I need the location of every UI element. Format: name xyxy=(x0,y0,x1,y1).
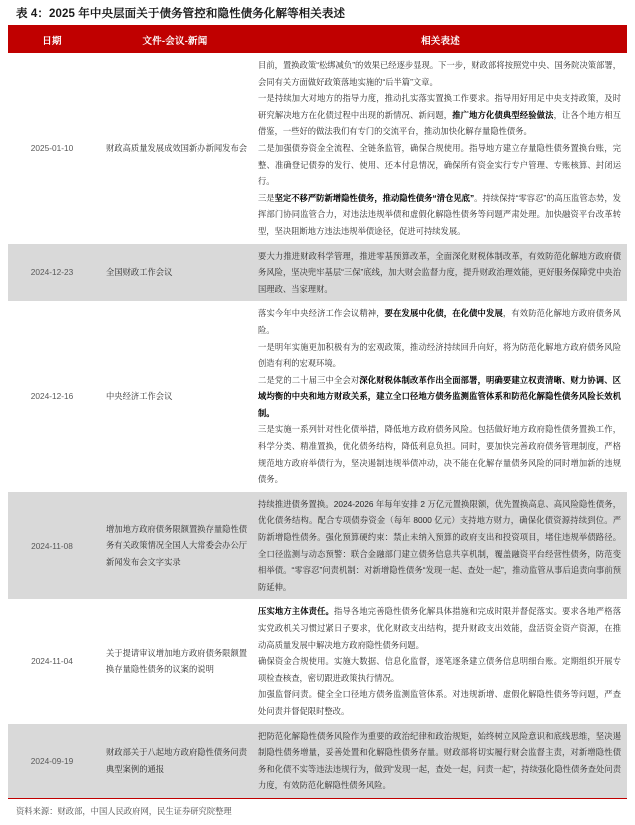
description-paragraph xyxy=(258,305,621,338)
emphasis-text: 要在发展中化债，在化债中发展 xyxy=(384,308,503,319)
table-row xyxy=(8,244,627,302)
source-note: 资料来源：财政部，中国人民政府网，民生证券研究院整理 xyxy=(16,806,232,817)
cell-description xyxy=(254,599,627,723)
table-row xyxy=(8,599,627,723)
body-text: ，有效防范化解地方政府债务风险。 xyxy=(258,308,621,335)
cell-description xyxy=(254,53,627,244)
cell-description xyxy=(254,301,627,492)
cell-date: 2025-01-10 xyxy=(8,53,96,244)
cell-date: 2024-12-16 xyxy=(8,301,96,492)
body-text: 三是实施一系列针对性化债举措，降低地方政府债务风险。包括做好地方政府隐性债务置换工作，科学分类、精准置换，优化债务结构，降低利息负担。同时，要加快完善政府债务管理制度，严格规范地方政府举债行为，坚决遏制违规举债冲动，决不能在化解存量债务风险的同时增加新的违规债务。 xyxy=(258,424,621,485)
body-text: 加强监督问责。健全全口径地方债务监测监管体系。对违规新增、虚假化解隐性债务等问题，严查处问责并督促限时整改。 xyxy=(258,689,621,716)
table-row xyxy=(8,53,627,244)
body-text: 持续推进债务置换。2024-2026 年每年安排 2 万亿元置换限额，优先置换高息、高风险隐性债务，优化债务结构。配合专项债券资金（每年 8000 亿元）支持地方财力，确保化债资源持续到位。严防新增隐性债务。强化预算硬约束：禁止未纳入预算的政府支出和投资项目，堵住违规举债路径。全口径监测与动态预警：联合金融部门建立债务信息共享机制，覆盖融资平台经营性债务，防范变相举债。“零容忍”问责机制：对新增隐性债务“发现一起、查处一起”，推动监管从事后追责向事前预防延伸。 xyxy=(258,498,621,592)
body-text: 确保资金合规使用。实施大数据、信息化监督，逐笔逐条建立债务信息明细台账。定期组织开展专项检查核查，密切跟进政策执行情况。 xyxy=(258,656,621,683)
description-paragraph xyxy=(258,496,621,596)
body-text: 指导各地完善隐性债务化解具体措施和完成时限并督促落实。要求各地严格落实党政机关习惯过紧日子要求，优化财政支出结构，提升财政支出效能，盘活资金资产资源，在推动高质量发展中解决地方政府隐性债务问题。 xyxy=(258,606,621,650)
cell-document: 全国财政工作会议 xyxy=(96,244,254,302)
body-text: 。持续保持“零容忍”的高压监管态势，发挥部门协同监管合力，对违法违规举债和虚假化解隐性债务等问题严肃处理。加快融资平台改革转型，坚决阻断地方违法违规举债途径，促进可持续发展。 xyxy=(258,192,621,236)
cell-document: 财政高质量发展成效国新办新闻发布会 xyxy=(96,53,254,244)
cell-date: 2024-12-23 xyxy=(8,244,96,302)
table-header xyxy=(8,27,627,53)
column-header-date: 日期 xyxy=(8,27,96,53)
table-row xyxy=(8,301,627,492)
description-paragraph xyxy=(258,57,621,90)
description-paragraph xyxy=(258,653,621,686)
body-text: 二是加强债券资金全流程、全链条监管，确保合规使用。指导地方建立存量隐性债务置换台账，完整、准确登记债券的发行、使用、还本付息情况，确保所有资金实行专户管理、专账核算、封闭运行。 xyxy=(258,142,621,187)
cell-description xyxy=(254,244,627,302)
body-text: 三是 xyxy=(258,192,275,203)
table-header-row xyxy=(8,27,627,53)
body-text: 落实今年中央经济工作会议精神， xyxy=(258,308,385,319)
policy-statements-table xyxy=(8,27,627,798)
emphasis-text: 坚定不移严防新增隐性债务，推动隐性债务“清仓见底” xyxy=(274,192,475,203)
description-paragraph xyxy=(258,339,621,372)
cell-date: 2024-11-04 xyxy=(8,599,96,723)
description-paragraph xyxy=(258,421,621,487)
table-caption: 表 4：2025 年中央层面关于债务管控和隐性债务化解等相关表述 xyxy=(16,8,346,20)
cell-document: 中央经济工作会议 xyxy=(96,301,254,492)
description-paragraph xyxy=(258,140,621,190)
description-paragraph xyxy=(258,248,621,298)
description-paragraph xyxy=(258,603,621,653)
cell-description xyxy=(254,724,627,798)
body-text: 要大力推进财政科学管理，推进零基预算改革，全面深化财税体制改革，有效防范化解地方政府债务风险，坚决兜牢基层“三保”底线，加大财会监督力度，提升财政治理效能，更好服务保障党中央治国理政、当家理财。 xyxy=(258,250,621,294)
description-paragraph xyxy=(258,90,621,140)
body-text: 把防范化解隐性债务风险作为重要的政治纪律和政治规矩，始终树立风险意识和底线思维，坚决遏制隐性债务增量，妥善处置和化解隐性债务存量。财政部将切实履行财会监督主责，对新增隐性债务和化债不实等违法违规行为，做到“发现一起，查处一起，问责一起”，持续强化隐性债务查处问责力度，有效防范化解隐性债务风险。 xyxy=(258,730,621,791)
column-header-description: 相关表述 xyxy=(254,27,627,53)
emphasis-text: 深化财税体制改革作出全面部署，明确要建立权责清晰、财力协调、区域均衡的中央和地方财政关系，建立全口径地方债务监测监管体系和防范化解隐性债务风险长效机制。 xyxy=(258,374,621,418)
description-paragraph xyxy=(258,190,621,240)
description-paragraph xyxy=(258,686,621,719)
body-text: ，让各个地方相互借鉴，一些好的做法我们有专门的交流平台，推动加快化解存量隐性债务。 xyxy=(258,109,621,137)
body-text: 二是党的二十届三中全会对 xyxy=(258,374,360,385)
cell-document: 财政部关于八起地方政府隐性债务问责典型案例的通报 xyxy=(96,724,254,798)
table-body xyxy=(8,53,627,798)
cell-date: 2024-11-08 xyxy=(8,492,96,600)
description-paragraph xyxy=(258,372,621,422)
body-text: 一是明年实施更加积极有为的宏观政策，推动经济持续回升向好，将为防范化解地方政府债务风险创造有利的宏观环境。 xyxy=(258,341,621,369)
emphasis-text: 推广地方化债典型经验做法 xyxy=(452,109,554,120)
description-paragraph xyxy=(258,728,621,794)
cell-description xyxy=(254,492,627,600)
table-row xyxy=(8,724,627,798)
cell-document: 增加地方政府债务限额置换存量隐性债务有关政策情况全国人大常委会办公厅新闻发布会文字实录 xyxy=(96,492,254,600)
emphasis-text: 压实地方主体责任。 xyxy=(258,606,335,617)
table-row xyxy=(8,492,627,600)
cell-date: 2024-09-19 xyxy=(8,724,96,798)
cell-document: 关于提请审议增加地方政府债务限额置换存量隐性债务的议案的说明 xyxy=(96,599,254,723)
column-header-document: 文件-会议-新闻 xyxy=(96,27,254,53)
body-text: 一是持续加大对地方的指导力度，推动扎实落实置换工作要求。指导用好用足中央支持政策，及时研究解决地方在化债过程中出现的新情况、新问题， xyxy=(258,93,621,120)
body-text: 目前，置换政策“松绑减负”的效果已经逐步显现。下一步，财政部将按照党中央、国务院决策部署，会同有关方面做好政策落地实施的“后半篇”文章。 xyxy=(258,60,621,87)
